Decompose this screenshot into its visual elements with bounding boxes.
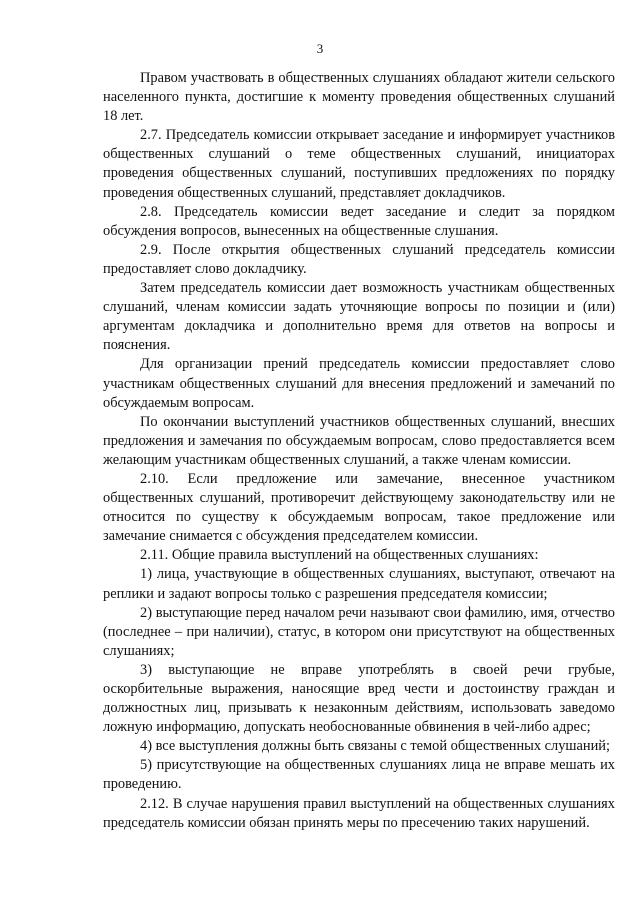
paragraph-2-11: 2.11. Общие правила выступлений на общественных слушаниях: xyxy=(140,547,539,564)
document-body xyxy=(103,69,615,833)
rule-item-2: 2) выступающие перед началом речи называют свои фамилию, имя, отчество (последнее – при наличии), статус, в котором они присутствуют на общественных слушаниях; xyxy=(103,604,615,659)
rule-item-3: 3) выступающие не вправе употреблять в своей речи грубые, оскорбительные выражения, наносящие вред чести и достоинству граждан и должностных лиц, призывать к незаконным действиям, использовать заведомо ложную информацию, допускать необоснованные обвинения в чей-либо адрес; xyxy=(103,661,615,736)
paragraph-2-9: 2.9. После открытия общественных слушаний председатель комиссии предоставляет слово докладчику. xyxy=(103,241,615,277)
rule-item-4: 4) все выступления должны быть связаны с темой общественных слушаний; xyxy=(140,738,610,755)
paragraph-debate: Для организации прений председатель комиссии предоставляет слово участникам общественных слушаний для внесения предложений и замечаний по обсуждаемым вопросам. xyxy=(103,356,615,411)
page-number: 3 xyxy=(316,41,324,56)
paragraph-2-8: 2.8. Председатель комиссии ведет заседание и следит за порядком обсуждения вопросов, вынесенных на общественные слушания. xyxy=(103,203,615,239)
paragraph-after-speeches: По окончании выступлений участников общественных слушаний, внесших предложения и замечания по обсуждаемым вопросам, слово предоставляется всем желающим участникам общественных слушаний, а также членам комиссии. xyxy=(103,413,615,468)
paragraph-questions: Затем председатель комиссии дает возможность участникам общественных слушаний, членам комиссии задать уточняющие вопросы по позиции и (или) аргументам докладчика и дополнительно время для ответов на вопросы и пояснения. xyxy=(103,280,615,354)
paragraph-2-10: 2.10. Если предложение или замечание, внесенное участником общественных слушаний, противоречит действующему законодательству или не относится по существу к обсуждаемым вопросам, такое предложение или замечание снимается с обсуждения председателем комиссии. xyxy=(103,470,615,545)
rule-item-1: 1) лица, участвующие в общественных слушаниях, выступают, отвечают на реплики и задают вопросы только с разрешения председателя комиссии; xyxy=(103,566,615,602)
paragraph-2-7: 2.7. Председатель комиссии открывает заседание и информирует участников общественных слушаний о теме общественных слушаний, инициаторах проведения общественных слушаний, поступивших предложениях по порядку проведения общественных слушаний, представляет докладчиков. xyxy=(103,127,615,201)
paragraph-2-12: 2.12. В случае нарушения правил выступлений на общественных слушаниях председатель комиссии обязан принять меры по пресечению таких нарушений. xyxy=(103,795,615,831)
paragraph-residents-eligibility: Правом участвовать в общественных слушаниях обладают жители сельского населенного пункта, достигшие к моменту проведения общественных слушаний 18 лет. xyxy=(103,70,615,125)
rule-item-5: 5) присутствующие на общественных слушаниях лица не вправе мешать их проведению. xyxy=(103,757,615,793)
